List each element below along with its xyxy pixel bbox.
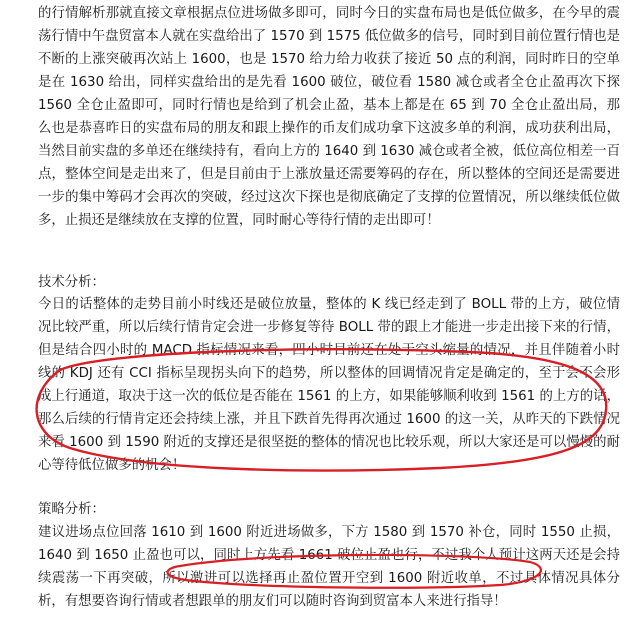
strategy-analysis-heading: 策略分析： (38, 502, 105, 517)
strategy-analysis-paragraph (38, 521, 620, 613)
technical-analysis-text: 今日的话整体的走势目前小时线还是破位放量，整体的 K 线已经走到了 BOLL 带的上方，破位情况比较严重，所以后续行情肯定会进一步修复等待 BOLL 带的跟上才能进一步走出接下来的行情，但是结合四小时的 MACD 指标情况来看，四小时目前还在处于空头缩量的情况，并且伴随着小时线的 KDJ 还有 CCI 指标呈现拐头向下的趋势，所以整体的回调情况肯定是确定的，至于会不会形成上行通道，取决于这一次的低位是否能在 1561 的上方，如果能够顺利收到 1561 的上方的话，那么后续的行情肯定还会持续上涨，并且下跌首先得再次通过 1600 的这一关，从昨天的下跌情况来看 1600 到 1590 附近的支撑还是很坚挺的整体的情况也比较乐观，所以大家还是可以慢慢的耐心等待低位做多的机会！ (38, 297, 620, 473)
technical-analysis-paragraph (38, 293, 620, 477)
strategy-analysis-text: 建议进场点位回落 1610 到 1600 附近进场做多，下方 1580 到 1570 补仓，同时 1550 止损，1640 到 1650 止盈也可以，同时上方先看 1661 破位止盈也行，不过我个人预计这两天还是会持续震荡一下再突破，所以激进可以选择再止盈位置开空到 1600 附近收单，不过具体情况具体分析，有想要咨询行情或者想跟单的朋友们可以随时咨询到贸富本人来进行指导！ (38, 525, 620, 609)
technical-analysis-heading: 技术分析： (38, 275, 105, 290)
intro-text: 的行情解析那就直接文章根据点位进场做多即可，同时今日的实盘布局也是低位做多，在今早的震荡行情中午盘贸富本人就在实盘给出了 1570 到 1575 低位做多的信号，同时到目前位置行情也是不断的上涨突破再次站上 1600，也是 1570 给力给力收获了接近 50 点的利润，同时昨日的空单是在 1630 给出，同样实盘给出的是先看 1600 破位，破位看 1580 减仓或者全仓止盈再次下探 1560 全仓止盈即可，同时行情也是给到了机会止盈，基本上都是在 65 到 70 全仓止盈出局，那么也是恭喜昨日的实盘布局的朋友和跟上操作的币友们成功拿下这波多单的利润，成功获利出局，当然目前实盘的多单还在继续持有，看向上方的 1640 到 1630 减仓或者全被，低位高位相差一百点，整体空间是走出来了，但是目前由于上涨放量还需要筹码的存在，所以整体的空间还是需要进一步的集中筹码才会再次的突破，经过这次下探也是彻底确定了支撑的位置情况，所以继续低位做多，止损还是继续放在支撑的位置，同时耐心等待行情的走出即可！ (38, 6, 620, 228)
intro-paragraph (38, 2, 620, 232)
